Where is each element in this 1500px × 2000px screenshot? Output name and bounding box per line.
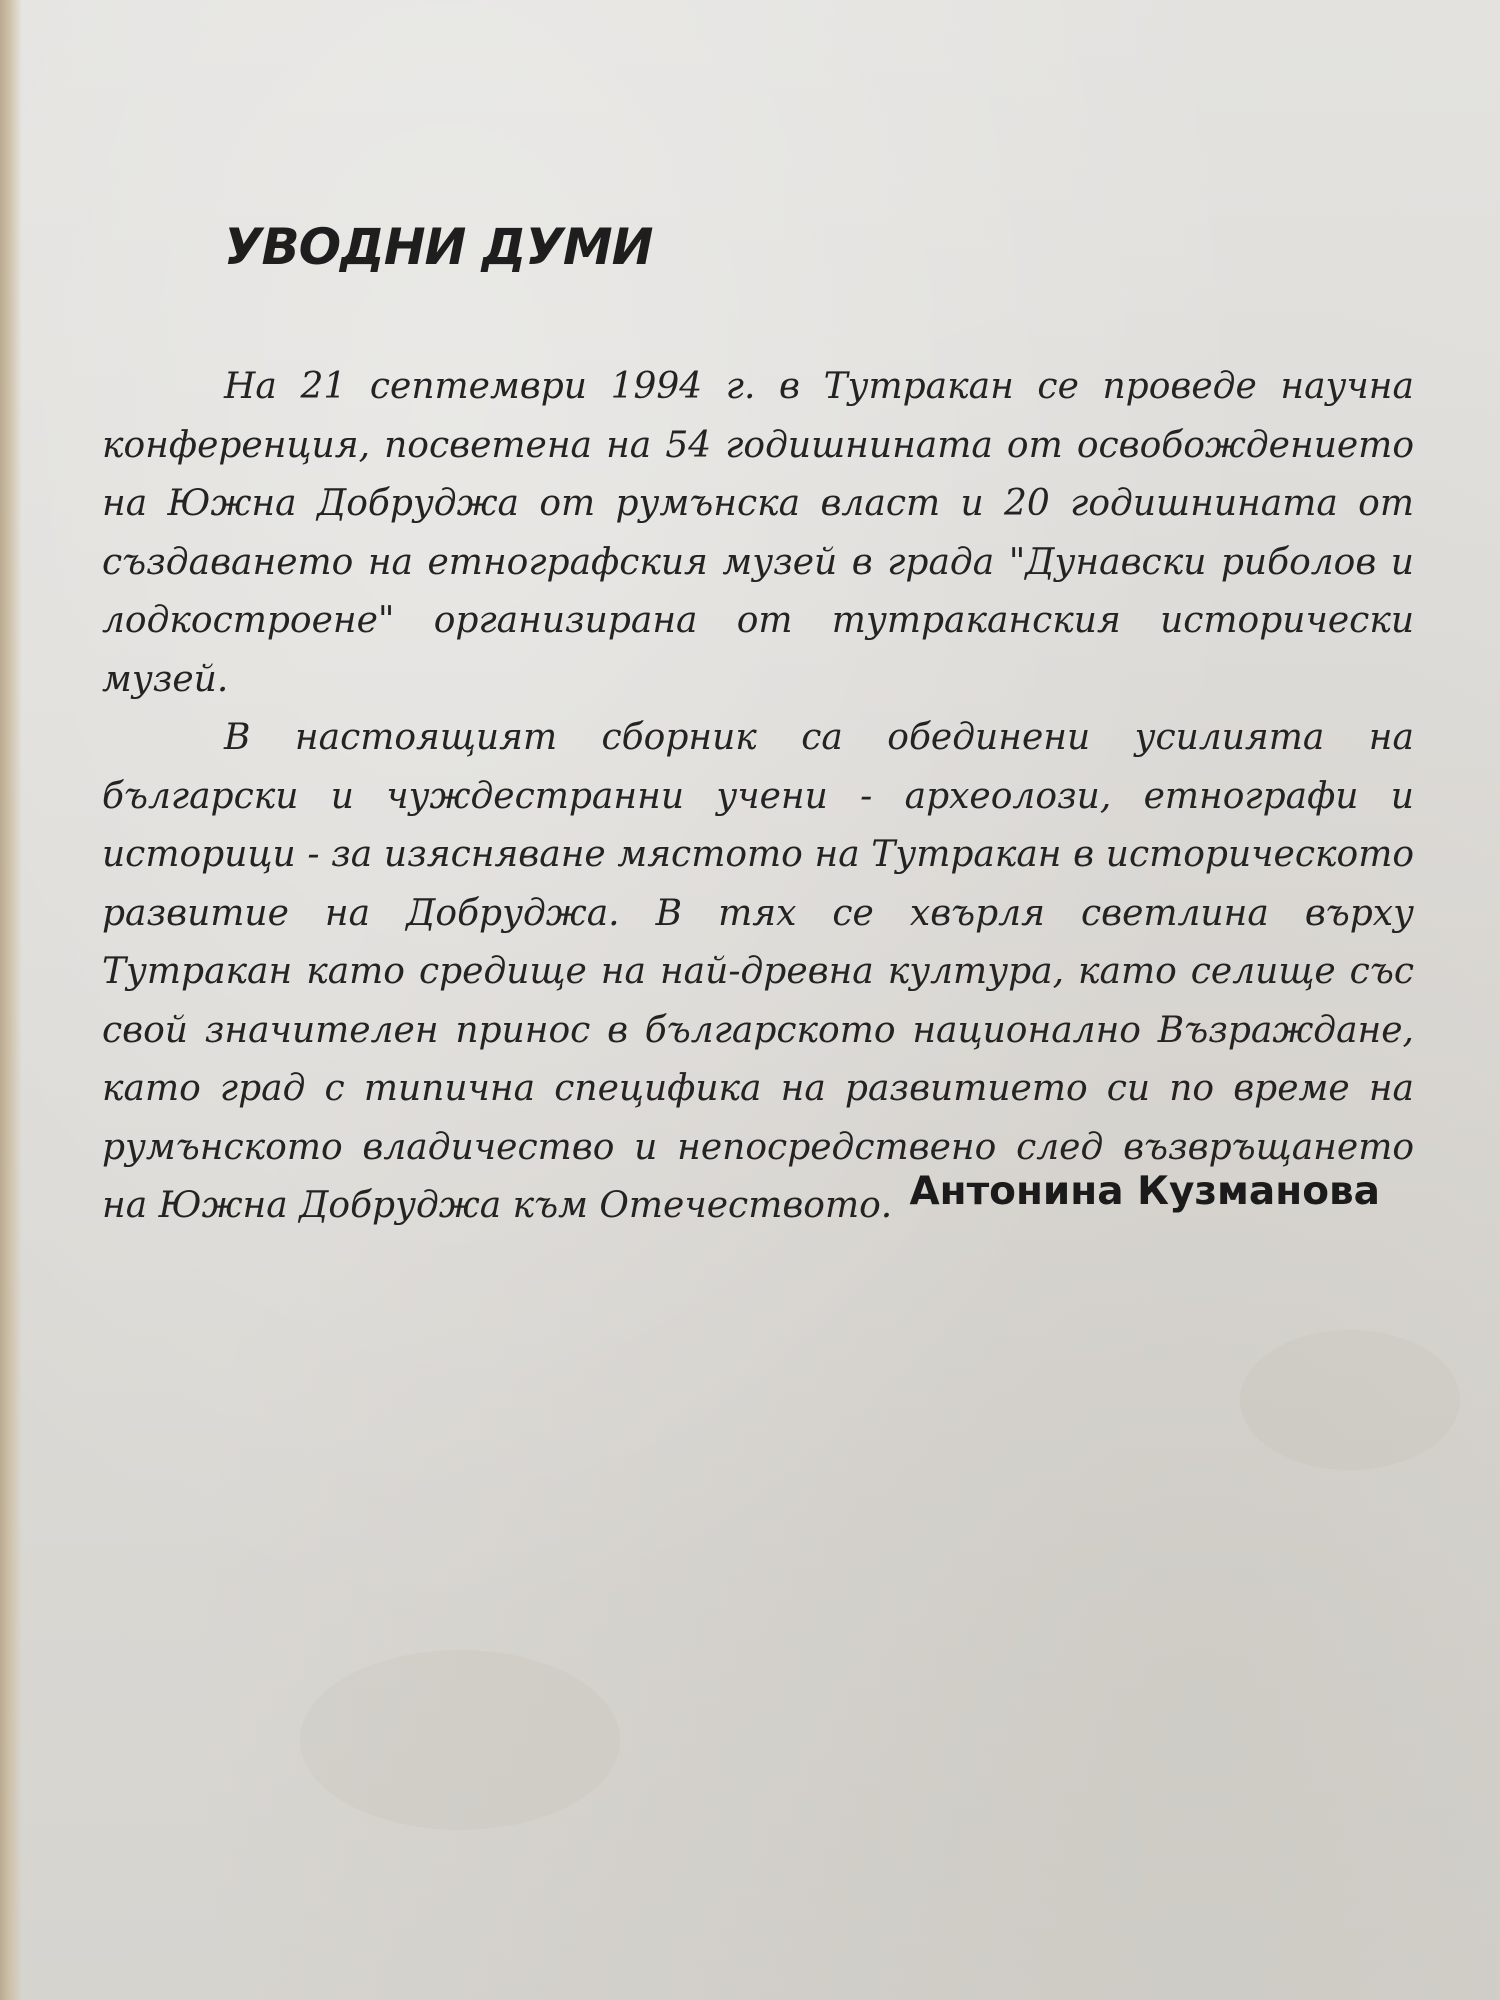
page-edge-shadow [0,0,22,2000]
page-title: УВОДНИ ДУМИ [224,218,653,276]
paragraph-2: В настоящият сборник са обединени усилията на български и чуждестранни учени - археолози, етнографи и историци - за изясняване мястото на Тутракан в историческото развитие на Добруджа. В тях се хвърля светлина върху Тутракан като средище на най-древна култура, като селище със свой значителен принос в българското национално Възраждане, като град с типична специфика на развитието си по време на румънското владичество и непосредствено след възвръщането на Южна Добруджа към Отечеството. [102,717,1414,1226]
body-text [102,358,1414,1236]
paragraph-1: На 21 септември 1994 г. в Тутракан се проведе научна конференция, посветена на 54 годишнината от освобождението на Южна Добруджа от румънска власт и 20 годишнината от създаването на етнографския музей в града "Дунавски риболов и лодкостроене" организирана от тутраканския исторически музей. [102,366,1414,700]
paper-stain [300,1650,620,1830]
author-signature: Антонина Кузманова [909,1169,1380,1214]
paper-stain [1240,1330,1460,1470]
